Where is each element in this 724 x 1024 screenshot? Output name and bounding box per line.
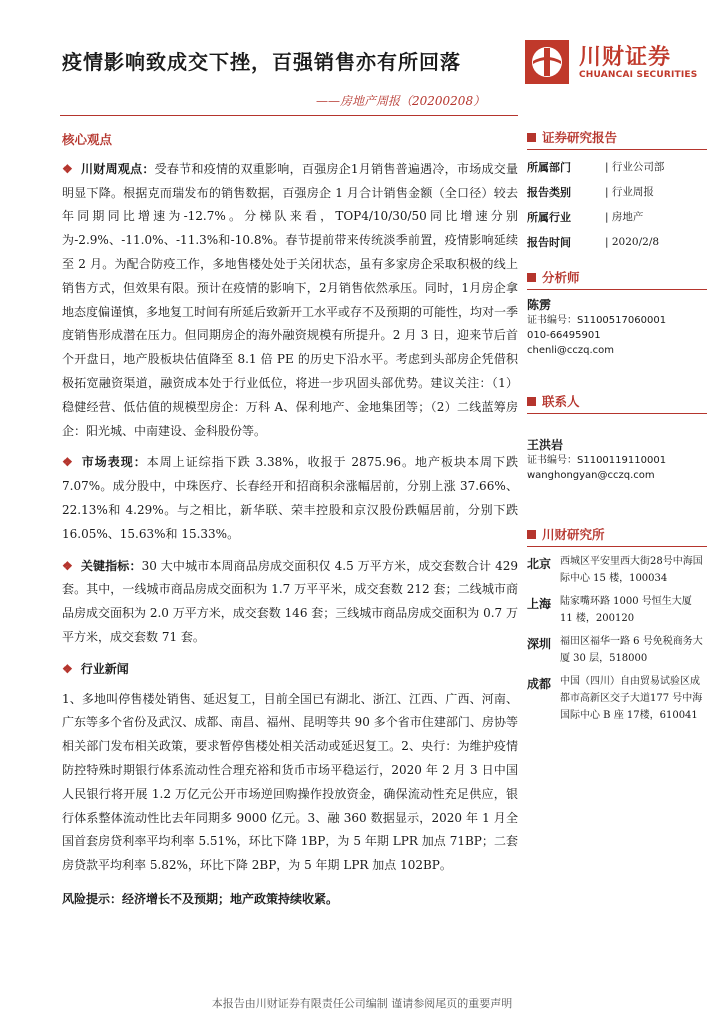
office-beijing [527, 553, 707, 587]
office-address: 福田区福华一路 6 号免税商务大厦 30 层，518000 [560, 636, 703, 664]
report-title: 疫情影响致成交下挫，百强销售亦有所回落 [62, 50, 461, 74]
info-row [527, 154, 707, 179]
weekly-view-label: 川财周观点： [81, 161, 155, 176]
diamond-bullet-icon: ❖ [62, 661, 73, 676]
key-indicators-label: 关键指标： [80, 558, 142, 573]
analyst-phone: 010-66495901 [527, 330, 601, 341]
market-paragraph [62, 451, 518, 546]
key-indicators-text: 30 大中城市本周商品房成交面积仅 4.5 万平方米，成交套数合计 429 套。其中，一线城市商品房成交面积为 1.7 万平平米，成交套数 212 套；二线城市商品房成交面积为 2.0 万平方米，成交套数 146 套；三线城市商品房成交面积为 0.7 万平方米，成交套数 71 套。 [62, 558, 518, 644]
header-divider [60, 115, 518, 116]
logo-text-cn: 川财证券 [579, 45, 672, 70]
report-subtitle: ——房地产周报（20200208） [316, 94, 486, 108]
info-row [527, 179, 707, 204]
office-shanghai [527, 593, 707, 627]
info-row [527, 204, 707, 229]
page-footer: 本报告由川财证券有限责任公司编制 谨请参阅尾页的重要声明 [211, 997, 513, 1010]
info-key: 报告类别 [527, 185, 571, 199]
contact-email: wanghongyan@cczq.com [527, 470, 655, 481]
office-address: 西城区平安里西大街28号中海国际中心 15 楼，100034 [560, 556, 703, 584]
office-city: 上海 [527, 597, 552, 611]
info-value: | 房地产 [605, 211, 644, 223]
contact-cert: 证书编号：S1100119110001 [527, 455, 667, 466]
office-address: 陆家嘴环路 1000 号恒生大厦 11 楼，200120 [560, 596, 692, 624]
analyst-heading [527, 268, 707, 290]
contact-heading-label: 联系人 [542, 394, 580, 409]
news-heading [62, 658, 518, 682]
institute-heading-label: 川财研究所 [542, 527, 605, 542]
info-key: 所属部门 [527, 160, 571, 174]
weekly-view-paragraph [62, 158, 518, 444]
square-bullet-icon [527, 273, 536, 282]
info-value: | 行业公司部 [605, 161, 665, 173]
report-info-heading [527, 128, 707, 150]
report-info-list [527, 154, 707, 254]
office-chengdu [527, 673, 707, 724]
logo-mark-icon [525, 40, 569, 84]
report-info-heading-label: 证券研究报告 [542, 130, 618, 145]
square-bullet-icon [527, 133, 536, 142]
market-text: 本周上证综指下跌 3.38%，收报于 2875.96。地产板块本周下跌 7.07%。成分股中，中珠医疗、长春经开和招商积余涨幅居前，分别上涨 37.66%、22.13%和 4.29%。与之相比，新华联、荣丰控股和京汉股份跌幅居前，分别下跌 16.05%、15.63%和 15.33%。 [62, 455, 519, 541]
office-city: 成都 [527, 677, 552, 691]
analyst-cert: 证书编号：S1100517060001 [527, 315, 667, 326]
news-heading-label: 行业新闻 [80, 661, 129, 676]
analyst-email: chenli@cczq.com [527, 345, 615, 356]
diamond-bullet-icon: ❖ [62, 558, 73, 573]
key-indicators-paragraph [62, 555, 518, 650]
office-city: 北京 [527, 557, 552, 571]
square-bullet-icon [527, 397, 536, 406]
analyst-heading-label: 分析师 [542, 270, 580, 285]
diamond-bullet-icon: ❖ [62, 161, 74, 176]
contact-name: 王洪岩 [527, 438, 564, 452]
office-shenzhen [527, 633, 707, 667]
contact-heading [527, 392, 707, 414]
info-row [527, 229, 707, 254]
company-logo [525, 40, 700, 82]
info-value: | 行业周报 [605, 186, 654, 198]
weekly-view-text: 受春节和疫情的双重影响，百强房企1月销售普遍遇冷，市场成交量明显下降。根据克而瑞发布的销售数据，百强房企 1 月合计销售金额（全口径）较去年同期同比增速为-12.7%。分梯队来看，TOP4/10/30/50同比增速分别为-2.9%、-11.0%、-11.3%和-10.8%。春节提前带来传统淡季前置，疫情影响延续至 2 月。为配合防疫工作，多地售楼处处于关闭状态，虽有多家房企采取积极的线上销售方式，但效果有限。预计在疫情的影响下，2月销售依然承压。同时，1月房企拿地态度偏谨慎，多地复工时间有所延后致新开工水平或存不及预期的可能性，均对一季度销售形成潜在压力。但同期房企的海外融资规模有所提升。2 月 3 日，迎来节后首个开盘日，地产股板块估值降至 8.1 倍 PE 的历史下沿水平。考虑到头部房企凭借积极拓宽融资渠道，融资成本处于行业低位，将进一步巩固头部优势。建议关注：（1）稳健经营、低估值的规模型房企：万科 A、保利地产、金地集团等；（2）二线蓝筹房企：阳光城、中南建设、金科股份等。 [62, 161, 519, 438]
square-bullet-icon [527, 530, 536, 539]
main-content [62, 128, 518, 912]
office-city: 深圳 [527, 637, 552, 651]
sidebar [527, 128, 707, 724]
info-value: | 2020/2/8 [605, 235, 660, 248]
info-key: 报告时间 [527, 235, 571, 249]
market-label: 市场表现： [81, 455, 147, 470]
risk-warning: 风险提示：经济增长不及预期；地产政策持续收紧。 [62, 891, 339, 906]
analyst-name: 陈雳 [527, 298, 552, 312]
diamond-bullet-icon: ❖ [62, 455, 74, 470]
logo-text-en: CHUANCAI SECURITIES [579, 70, 698, 80]
info-key: 所属行业 [527, 210, 571, 224]
news-paragraph: 1、多地叫停售楼处销售、延迟复工，目前全国已有湖北、浙江、江西、广西、河南、广东等多个省份及武汉、成都、南昌、福州、昆明等共 90 多个省市住建部门、房协等相关部门发布相关政策，要求暂停售楼处相关活动或延迟复工。2、央行：为维护疫情防控特殊时期银行体系流动性合理充裕和货币市场平稳运行，2020 年 2 月 3 日中国人民银行将开展 1.2 万亿元公开市场逆回购操作投放资金，确保流动性充足供应，银行体系整体流动性比去年同期多 9000 亿元。3、融 360 数据显示，2020 年 1 月全国首套房贷利率平均利率 5.51%，环比下降 1BP，为 5 年期 LPR 加点 71BP；二套房贷款平均利率 5.82%，环比下降 2BP，为 5 年期 LPR 加点 102BP。 [62, 691, 518, 873]
institute-heading [527, 525, 707, 547]
core-heading: 核心观点 [62, 132, 113, 147]
office-address: 中国（四川）自由贸易试验区成都市高新区交子大道177 号中海国际中心 B 座 17楼，610041 [560, 676, 703, 721]
